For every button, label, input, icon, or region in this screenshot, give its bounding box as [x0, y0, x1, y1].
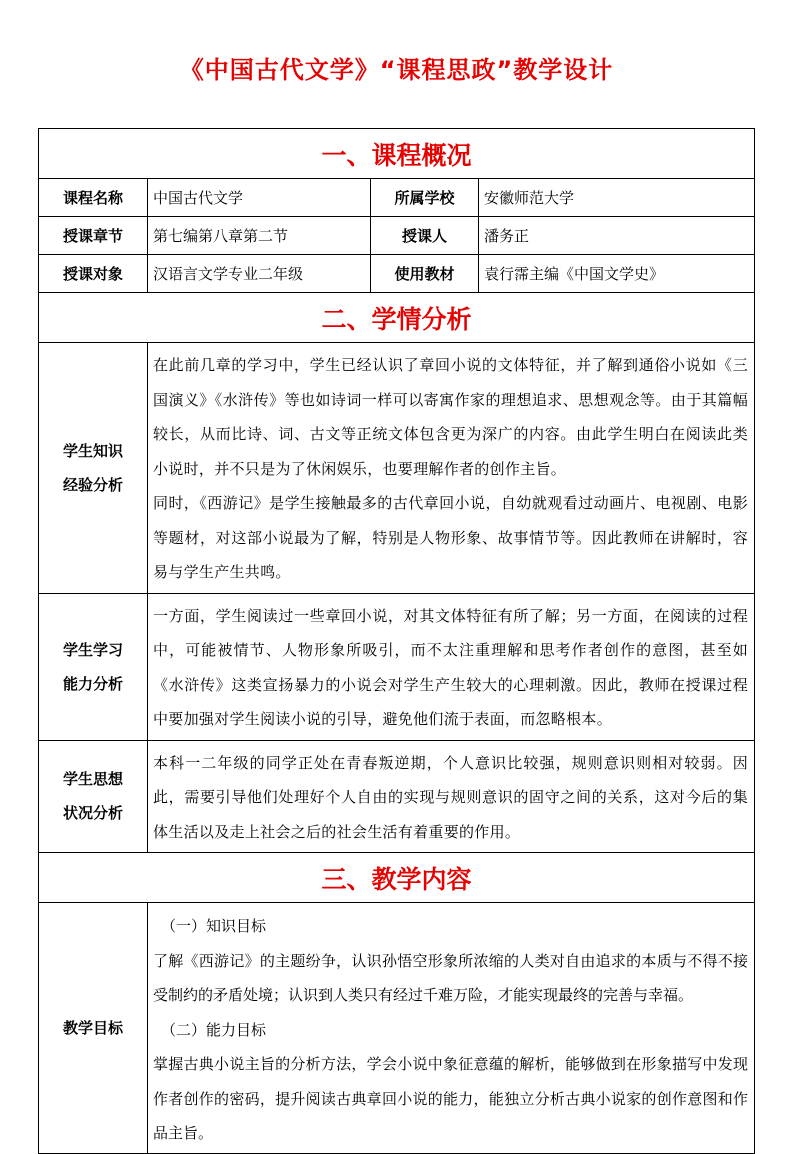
knowledge-goal-subheading: （一）知识目标	[161, 917, 267, 935]
info-row	[39, 179, 755, 217]
thought-analysis-label: 学生思想 状况分析	[39, 740, 148, 853]
course-name-value: 中国古代文学	[148, 179, 371, 217]
teacher-value: 潘务正	[479, 217, 755, 255]
document-title: 《中国古代文学》“课程思政”教学设计	[179, 56, 614, 84]
info-row	[39, 255, 755, 293]
teacher-label: 授课人	[371, 217, 479, 255]
ability-analysis-text: 一方面，学生阅读过一些章回小说，对其文体特征有所了解；另一方面，在阅读的过程中，可能被情节、人物形象所吸引，而不太注重理解和思考作者创作的意图，甚至如《水浒传》这类宣扬暴力的小说会对学生产生较大的心理刺激。因此，教师在授课过程中要加强对学生阅读小说的引导，避免他们流于表面，而忽略根本。	[148, 593, 755, 740]
section-row	[39, 293, 755, 343]
ability-analysis-label: 学生学习 能力分析	[39, 593, 148, 740]
section-row	[39, 129, 755, 179]
thought-analysis-text: 本科一二年级的同学正处在青春叛逆期，个人意识比较强，规则意识则相对较弱。因此，需要引导他们处理好个人自由的实现与规则意识的固守之间的关系，这对今后的集体生活以及走上社会之后的社会生活有着重要的作用。	[148, 740, 755, 853]
knowledge-analysis-text: 在此前几章的学习中，学生已经认识了章回小说的文体特征，并了解到通俗小说如《三国演义》《水浒传》等也如诗词一样可以寄寓作家的理想追求、思想观念等。由于其篇幅较长，从而比诗、词、古文等正统文体包含更为深广的内容。由此学生明白在阅读此类小说时，并不只是为了休闲娱乐，也要理解作者的创作主旨。 同时，《西游记》是学生接触最多的古代章回小说，自幼就观看过动画片、电视剧、电影等题材，对这部小说最为了解，特别是人物形象、故事情节等。因此教师在讲解时，容易与学生产生共鸣。	[148, 343, 755, 594]
design-table	[38, 128, 755, 1154]
ability-goal-subheading: （二）能力目标	[161, 1020, 267, 1039]
ability-goal-text: 掌握古典小说主旨的分析方法，学会小说中象征意蕴的解析，能够做到在形象描写中发现作者创作的密码，提升阅读古典章回小说的能力，能独立分析古典小说家的创作意图和作品主旨。	[153, 1055, 749, 1142]
textbook-label: 使用教材	[371, 255, 479, 293]
analysis-row	[39, 593, 755, 740]
content-row	[39, 903, 755, 1154]
knowledge-analysis-label: 学生知识 经验分析	[39, 343, 148, 594]
chapter-label: 授课章节	[39, 217, 148, 255]
info-row	[39, 217, 755, 255]
school-label: 所属学校	[371, 179, 479, 217]
audience-label: 授课对象	[39, 255, 148, 293]
knowledge-goal-text: 了解《西游记》的主题纷争，认识孙悟空形象所浓缩的人类对自由追求的本质与不得不接受制约的矛盾处境；认识到人类只有经过千难万险，才能实现最终的完善与幸福。	[153, 951, 749, 1004]
section-heading-overview: 一、课程概况	[39, 129, 755, 179]
analysis-row	[39, 740, 755, 853]
textbook-value: 袁行霈主编《中国文学史》	[479, 255, 755, 293]
section-row	[39, 853, 755, 903]
section-heading-content: 三、教学内容	[39, 853, 755, 903]
chapter-value: 第七编第八章第二节	[148, 217, 371, 255]
section-heading-analysis: 二、学情分析	[39, 293, 755, 343]
school-value: 安徽师范大学	[479, 179, 755, 217]
teaching-goal-label: 教学目标	[39, 903, 148, 1154]
audience-value: 汉语言文学专业二年级	[148, 255, 371, 293]
teaching-goal-text	[148, 903, 755, 1154]
analysis-row	[39, 343, 755, 594]
course-name-label: 课程名称	[39, 179, 148, 217]
